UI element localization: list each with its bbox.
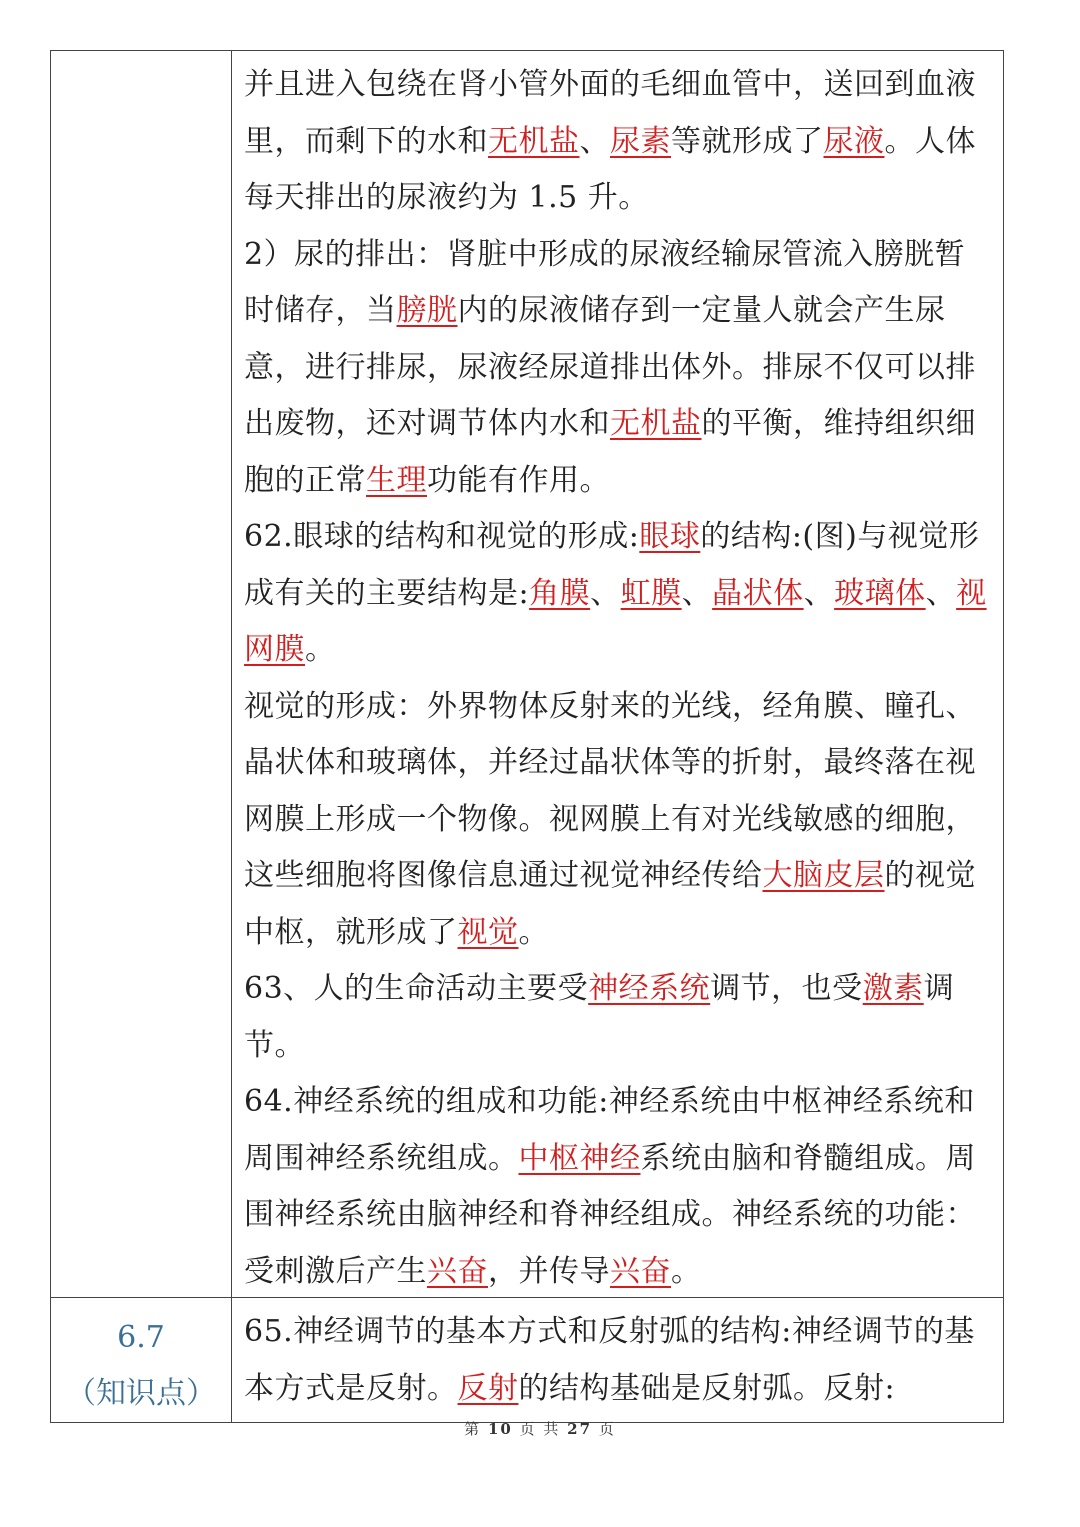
keyword: 视网膜	[244, 575, 987, 667]
keyword: 中枢神经	[518, 1140, 641, 1176]
paragraph-nervous-system: 64.神经系统的组成和功能:神经系统由中枢神经系统和周围神经系统组成。中枢神经系统由脑和脊髓组成。周围神经系统由脑神经和脊神经组成。神经系统的功能：受刺激后产生兴奋，并传导兴奋。	[244, 1084, 976, 1289]
keyword: 无机盐	[610, 406, 702, 441]
keyword: 眼球	[639, 519, 701, 554]
content-table	[50, 50, 1004, 1423]
keyword: 尿液	[823, 123, 885, 159]
content-cell	[232, 1298, 1004, 1423]
keyword: 反射	[457, 1370, 519, 1406]
keyword: 无机盐	[488, 123, 580, 159]
table-row	[51, 1298, 1004, 1423]
paragraph-urine-excretion: 2）尿的排出：肾脏中形成的尿液经输尿管流入膀胱暂时储存，当膀胱内的尿液储存到一定量人就会产生尿意，进行排尿，尿液经尿道排出体外。排尿不仅可以排出废物，还对调节体内水和无机盐的平衡，维持组织细胞的正常生理功能有作用。	[244, 236, 976, 498]
keyword: 兴奋	[427, 1253, 488, 1289]
paragraph-life-regulation: 63、人的生命活动主要受神经系统调节，也受激素调节。	[244, 971, 955, 1063]
keyword: 神经系统	[588, 971, 711, 1006]
keyword: 晶状体	[712, 575, 804, 611]
table-row	[51, 51, 1004, 1298]
paragraph-vision-formation: 视觉的形成：外界物体反射来的光线，经角膜、瞳孔、晶状体和玻璃体，并经过晶状体等的折射，最终落在视网膜上形成一个物像。视网膜上有对光线敏感的细胞，这些细胞将图像信息通过视觉神经传给大脑皮层的视觉中枢，就形成了视觉。	[244, 688, 976, 950]
content-cell	[232, 51, 1004, 1298]
section-cell	[51, 1298, 232, 1423]
page-footer: 第 10 页 共 27 页	[464, 1420, 616, 1438]
keyword: 大脑皮层	[762, 858, 885, 893]
section-label	[51, 1298, 231, 1422]
keyword: 角膜	[529, 575, 591, 611]
paragraph-eye-structure: 62.眼球的结构和视觉的形成:眼球的结构:(图)与视觉形成有关的主要结构是:角膜、虹膜、晶状体、玻璃体、视网膜。	[244, 519, 987, 667]
section-tag: （知识点）	[66, 1376, 216, 1411]
paragraph-reflex: 65.神经调节的基本方式和反射弧的结构:神经调节的基本方式是反射。反射的结构基础是反射弧。反射:	[244, 1314, 975, 1406]
keyword: 虹膜	[620, 575, 682, 611]
keyword: 兴奋	[610, 1253, 671, 1289]
keyword: 尿素	[610, 123, 671, 159]
keyword: 视觉	[457, 914, 519, 950]
paragraph-urine-formation: 并且进入包绕在肾小管外面的毛细血管中，送回到血液里，而剩下的水和无机盐、尿素等就形成了尿液。人体每天排出的尿液约为 1.5 升。	[244, 67, 976, 215]
keyword: 膀胱	[396, 293, 458, 328]
keyword: 生理	[366, 462, 427, 498]
section-cell-empty	[51, 51, 232, 1298]
keyword: 激素	[862, 971, 924, 1006]
keyword: 玻璃体	[834, 575, 926, 611]
total-pages: 27	[567, 1420, 593, 1438]
section-number: 6.7	[117, 1320, 165, 1355]
current-page: 10	[487, 1420, 513, 1438]
